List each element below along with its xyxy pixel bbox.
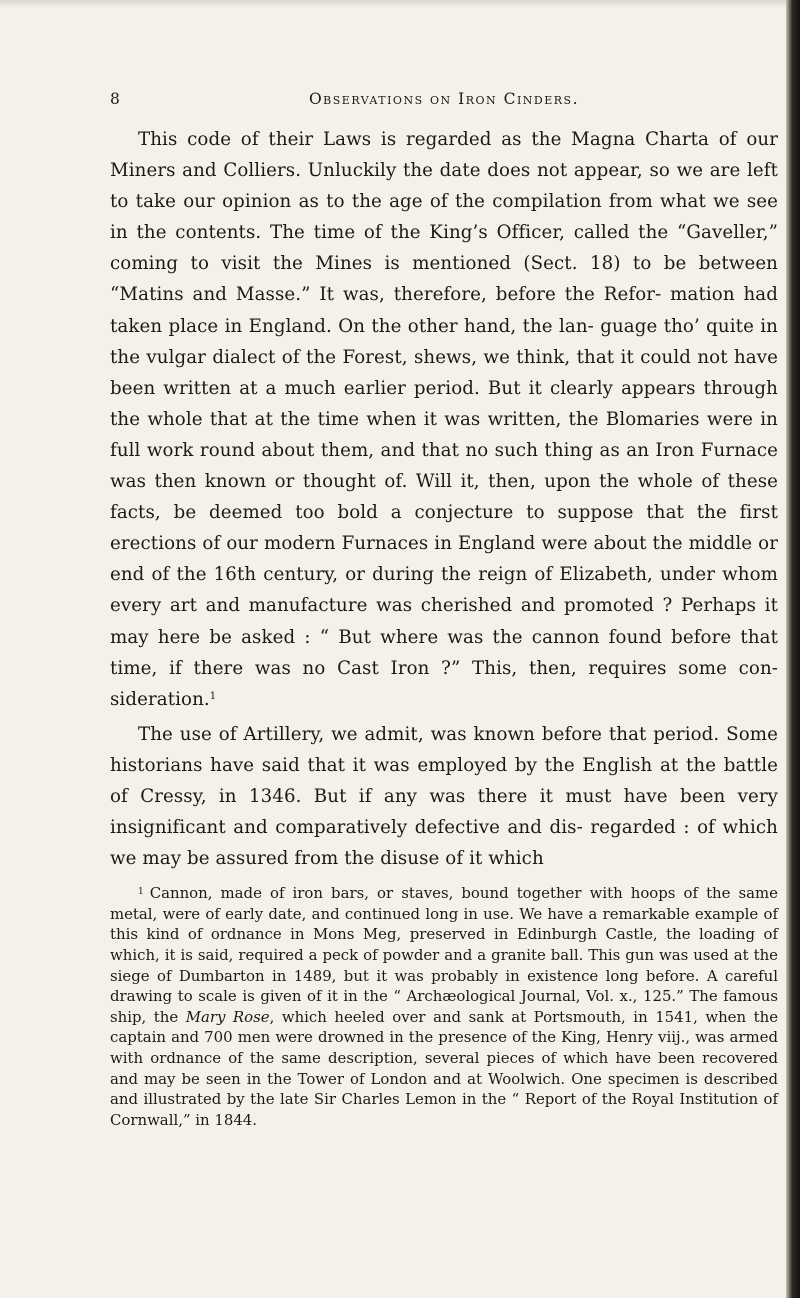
footnote-reference: 1 (209, 690, 217, 702)
book-spine-edge (786, 0, 800, 1298)
footnote (110, 882, 778, 1130)
scan-top-edge (0, 0, 800, 8)
running-title: Observations on Iron Cinders. (308, 90, 580, 108)
running-head (110, 86, 778, 114)
paragraph (110, 124, 778, 715)
paragraph: The use of Artillery, we admit, was known before that period. Some historians have said that it was employed by the English at the battle of Cressy, in 1346. But if any was there it must have been very insignificant and comparatively defective and dis- regarded : of which we may be assured from the disuse of it which (110, 723, 778, 870)
paragraph-text: This code of their Laws is regarded as the Magna Charta of our Miners and Colliers. Unluckily the date does not appear, so we are left to take our opinion as to the age of the compilation from what we see in the contents. The time of the King’s Officer, called the “Gaveller,” coming to visit the Mines is mentioned (Sect. 18) to be between “Matins and Masse.” It was, therefore, before the Refor- mation had taken place in England. On the other hand, the lan- guage tho’ quite in the vulgar dialect of the Forest, shews, we think, that it could not have been written at a much earlier period. But it clearly appears through the whole that at the time when it was written, the Blomaries were in full work round about them, and that no such thing as an Iron Furnace was then known or thought of. Will it, then, upon the whole of these facts, be deemed too bold a conjecture to suppose that the first erections of our modern Furnaces in England were about the middle or end of the 16th century, or during the reign of Elizabeth, under whom every art and manufacture was cherished and promoted ? Perhaps it may here be asked : “ But where was the cannon found before that time, if there was no Cast Iron ?” This, then, requires some con- sideration. (110, 129, 778, 710)
page-number: 8 (110, 90, 122, 108)
footnote-text: Cannon, made of iron bars, or staves, bound together with hoops of the same metal, were of early date, and continued long in use. We have a remarkable example of this kind of ordnance in Mons Meg, preserved in Edinburgh Castle, the loading of which, it is said, required a peck of powder and a granite ball. This gun was used at the siege of Dumbarton in 1489, but it was probably in existence long before. A careful drawing to scale is given of it in the “ Archæological Journal, Vol. x., 125.” The famous ship, the (110, 884, 778, 1026)
book-page (110, 86, 778, 1130)
ship-name: Mary Rose (185, 1007, 270, 1026)
footnote-mark: 1 (138, 887, 144, 898)
footnote-text: , which heeled over and sank at Portsmouth, in 1541, when the captain and 700 men were drowned in the presence of the King, Henry viij., was armed with ordnance of the same description, several pieces of which have been recovered and may be seen in the Tower of London and at Woolwich. One specimen is described and illustrated by the late Sir Charles Lemon in the “ Report of the Royal Institution of Cornwall,” in 1844. (110, 1007, 779, 1129)
body-text (110, 124, 778, 874)
